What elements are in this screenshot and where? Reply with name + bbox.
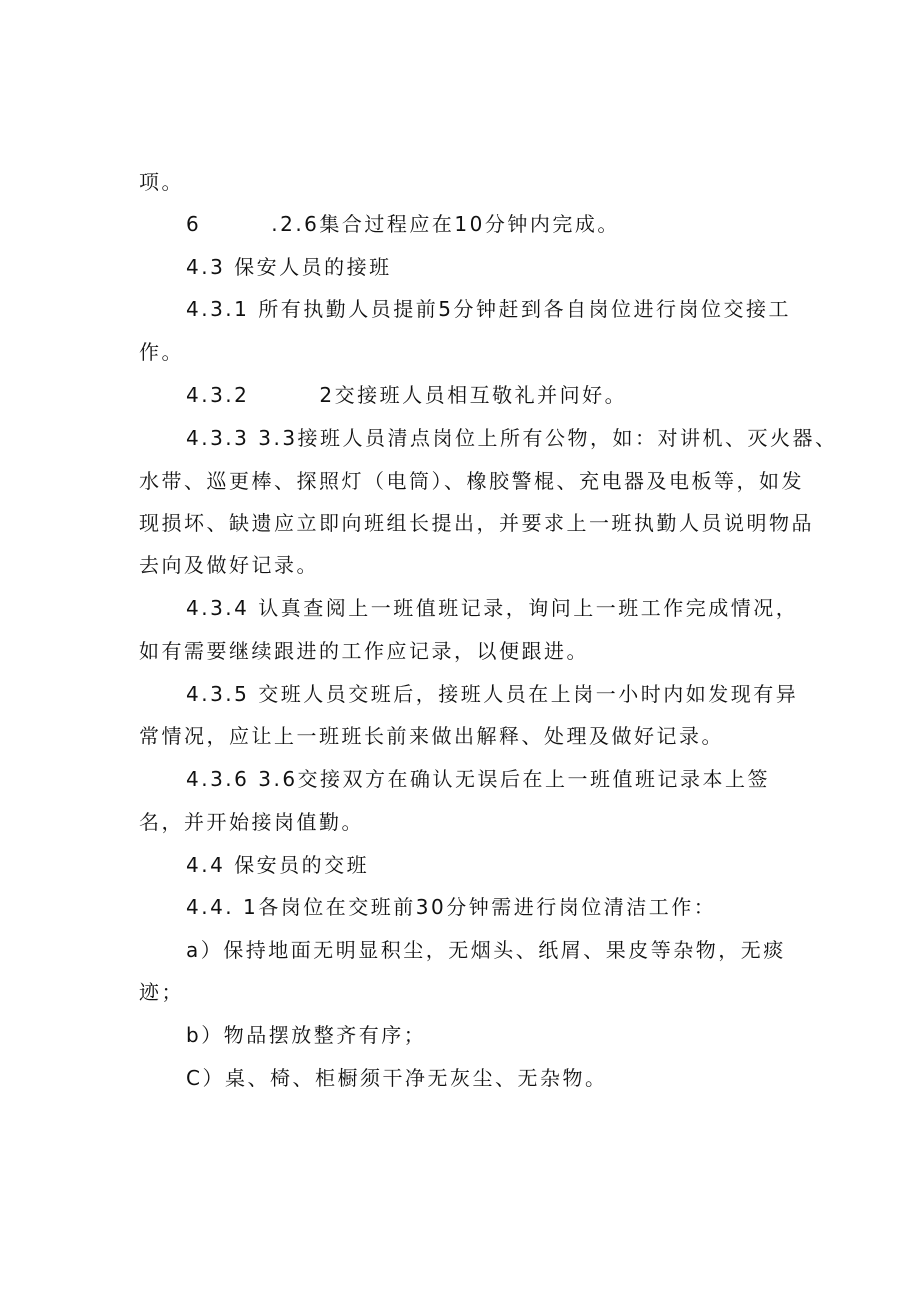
text-line-cont-1: 项。	[139, 170, 184, 194]
text-line-4-3-6: 4.3.6 3.6交接双方在确认无误后在上一班值班记录本上签	[186, 767, 771, 791]
list-item-a-cont: 迹；	[139, 980, 184, 1004]
list-item-c: C）桌、椅、柜橱须干净无灰尘、无杂物。	[186, 1066, 608, 1090]
heading-4-3: 4.3 保安人员的接班	[186, 255, 392, 279]
text-line-4-3-1-cont: 作。	[139, 340, 184, 364]
text-line-4-3-3-cont-3: 去向及做好记录。	[139, 553, 319, 577]
text-line-4-3-4: 4.3.4 认真查阅上一班值班记录，询问上一班工作完成情况，	[186, 596, 799, 620]
text-line-4-3-3-cont-2: 现损坏、缺遗应立即向班组长提出，并要求上一班执勤人员说明物品	[139, 511, 814, 535]
text-line-4-3-2	[186, 383, 627, 407]
text-line-4-3-4-cont: 如有需要继续跟进的工作应记录，以便跟进。	[139, 639, 589, 663]
text-line-4-3-5-cont: 常情况，应让上一班班长前来做出解释、处理及做好记录。	[139, 724, 724, 748]
section-number-fragment: 6	[186, 212, 202, 236]
text-line-4-3-3: 4.3.3 3.3接班人员清点岗位上所有公物，如：对讲机、灭火器、	[186, 426, 838, 450]
text-line-4-3-3-cont-1: 水带、巡更棒、探照灯（电筒）、橡胶警棍、充电器及电板等，如发	[139, 469, 804, 493]
text-line-4-2-6	[186, 212, 620, 236]
text-line-4-3-1: 4.3.1 所有执勤人员提前5分钟赶到各自岗位进行岗位交接工	[186, 297, 791, 321]
text-line-4-3-6-cont: 名，并开始接岗值勤。	[139, 810, 364, 834]
section-text: 2交接班人员相互敬礼并问好。	[319, 383, 628, 407]
section-text: .2.6集合过程应在10分钟内完成。	[271, 212, 620, 236]
text-line-4-3-5: 4.3.5 交班人员交班后，接班人员在上岗一小时内如发现有异	[186, 682, 799, 706]
list-item-a: a）保持地面无明显积尘，无烟头、纸屑、果皮等杂物，无痰	[186, 938, 786, 962]
section-number: 4.3.2	[186, 383, 250, 407]
heading-4-4: 4.4 保安员的交班	[186, 853, 370, 877]
list-item-b: b）物品摆放整齐有序；	[186, 1023, 427, 1047]
text-line-4-4-1: 4.4. 1各岗位在交班前30分钟需进行岗位清洁工作：	[186, 895, 717, 919]
